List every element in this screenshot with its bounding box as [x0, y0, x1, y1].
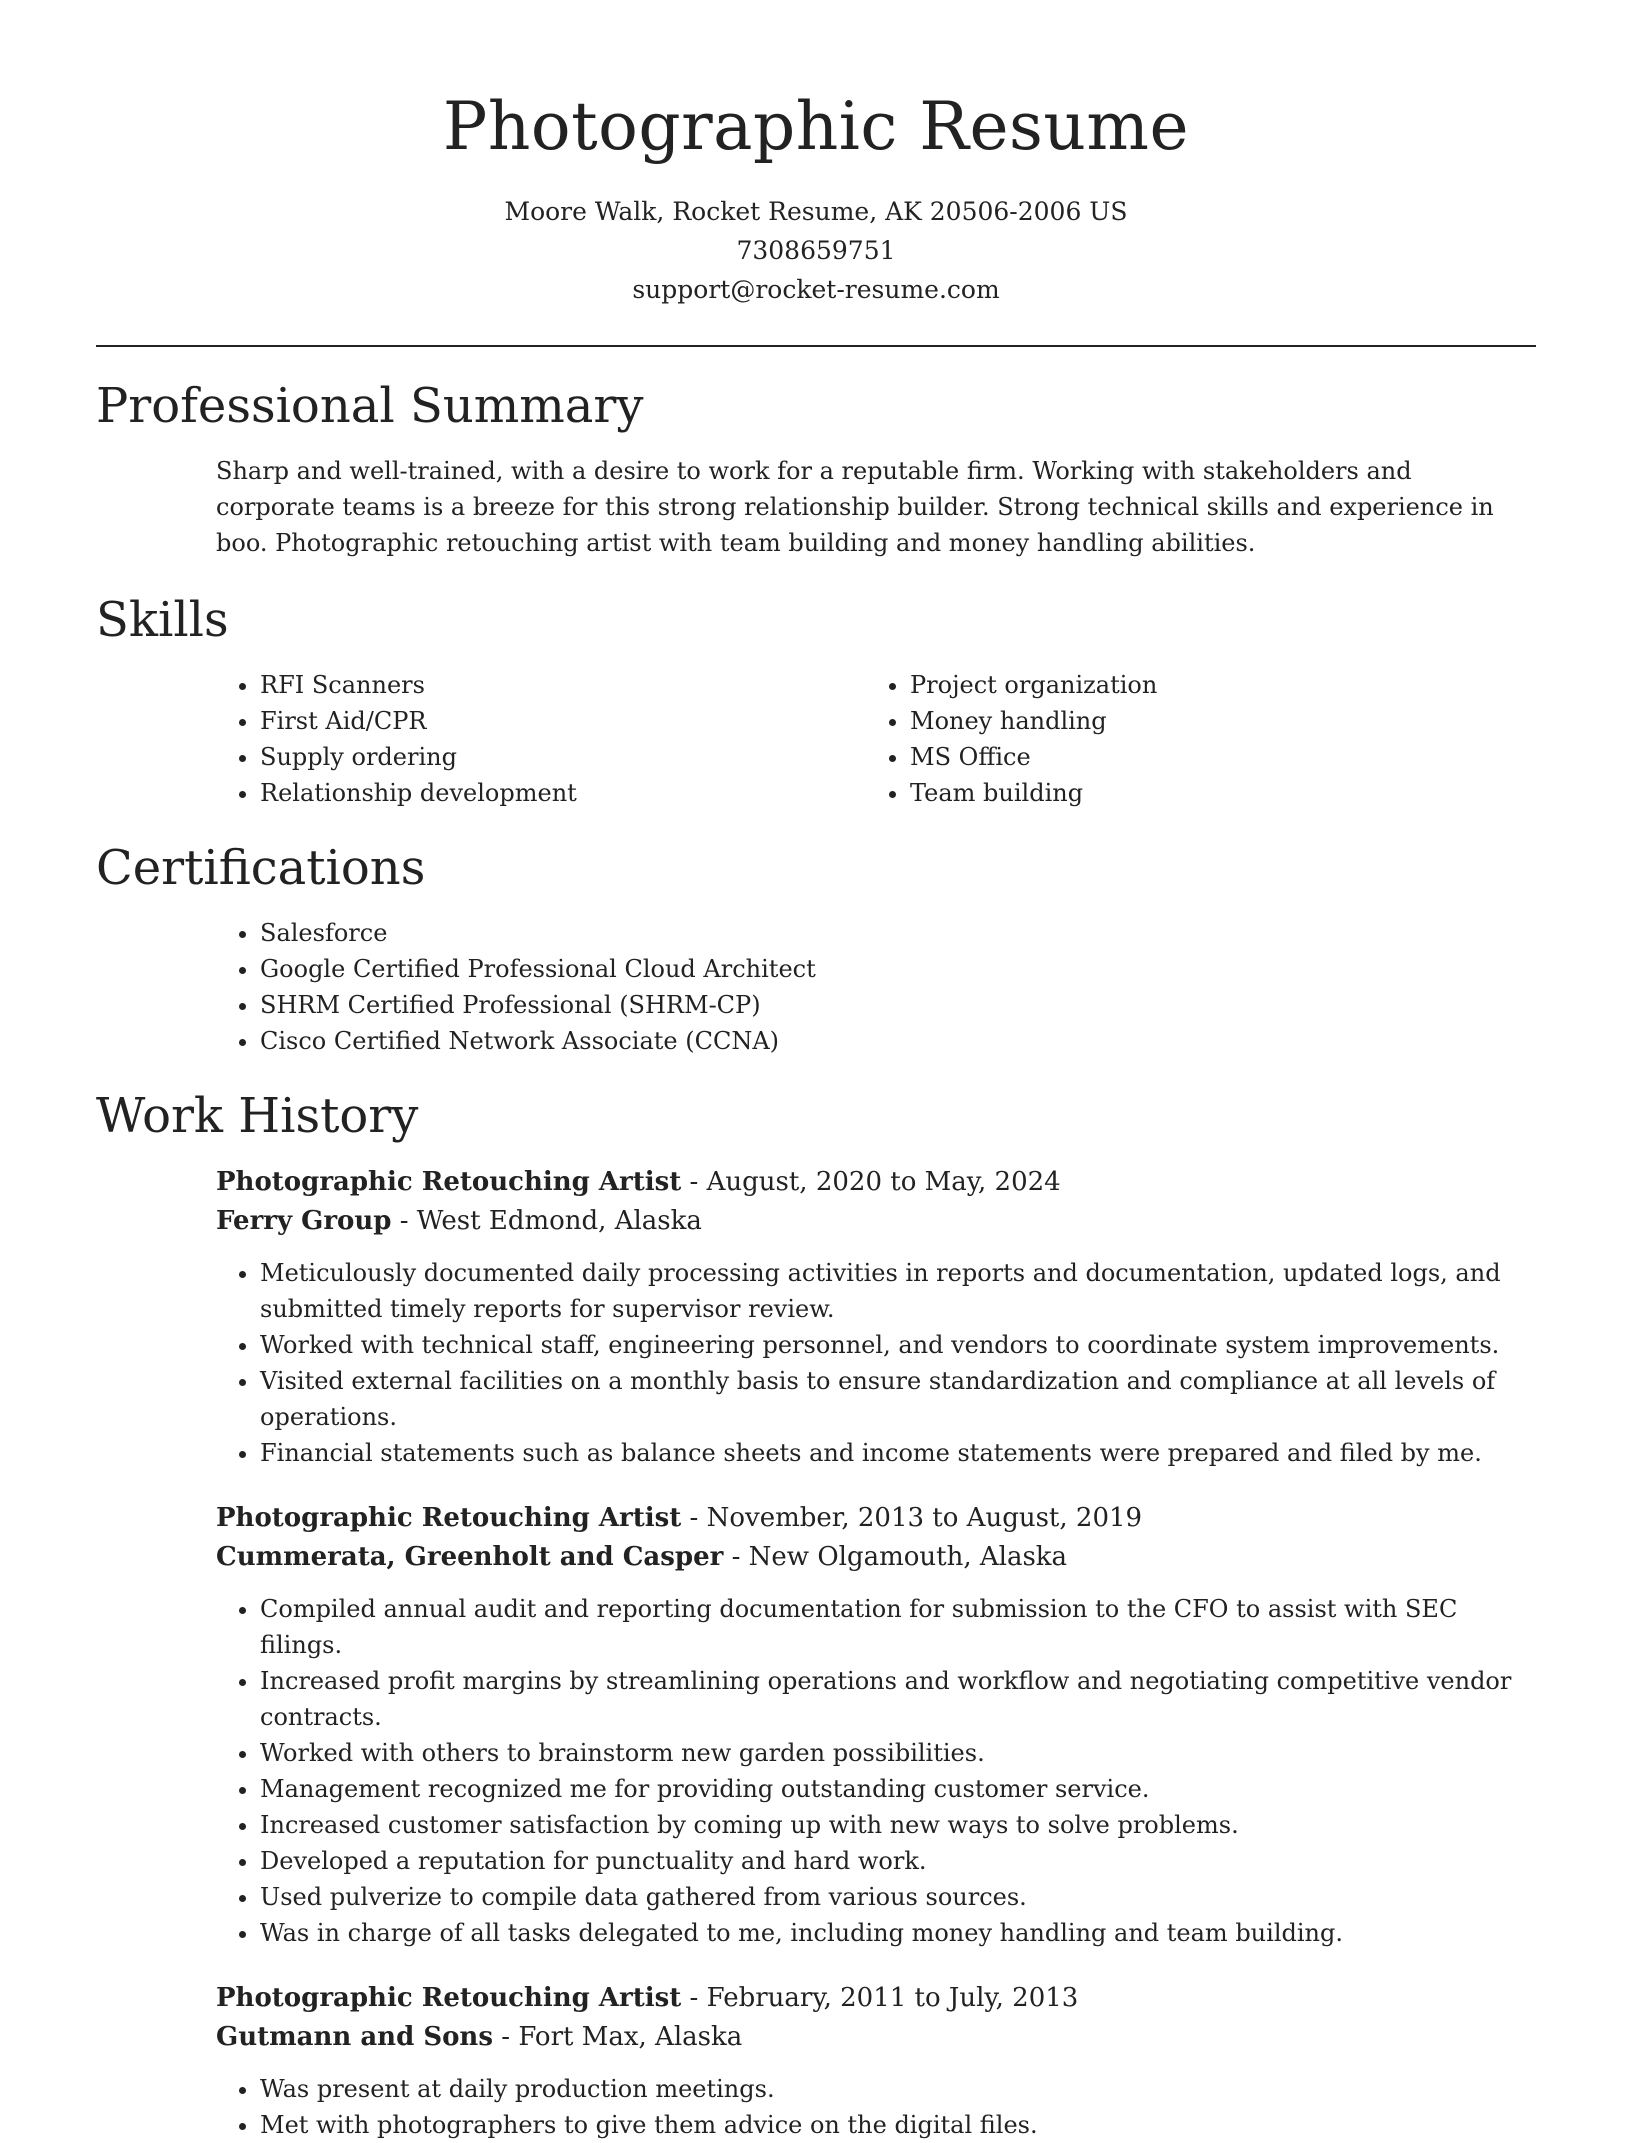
- list-item: • Met with photographers to give them advice on the digital files.: [260, 2107, 1536, 2143]
- company-location: Fort Max, Alaska: [518, 2022, 743, 2052]
- list-item: • Meticulously documented daily processing activities in reports and documentation, updated logs, and submitted timely reports for supervisor review.: [260, 1255, 1536, 1327]
- list-item: • Financial statements such as balance sheets and income statements were prepared and filed by me.: [260, 1435, 1536, 1471]
- skills-section: [96, 589, 1536, 811]
- job-bullets: [216, 1591, 1536, 1951]
- resume-header: [96, 0, 1536, 309]
- list-item: • RFI Scanners: [260, 667, 866, 703]
- company-line: Cummerata, Greenholt and Casper - New Olgamouth, Alaska: [216, 1542, 1068, 1572]
- job-bullets: [216, 2071, 1536, 2143]
- job-entry: [216, 1163, 1536, 1471]
- summary-section: [96, 375, 1536, 561]
- summary-text: Sharp and well-trained, with a desire to work for a reputable firm. Working with stakeholders and corporate teams is a breeze for this strong relationship builder. Strong technical skills and experience in boo. Photographic retouching artist with team building and money handling abilities.: [216, 457, 1494, 557]
- list-item: • Visited external facilities on a monthly basis to ensure standardization and compliance at all levels of operations.: [260, 1363, 1536, 1435]
- certifications-section: [96, 837, 1536, 1059]
- company-location: West Edmond, Alaska: [416, 1206, 702, 1236]
- job-title: Photographic Retouching Artist: [216, 1503, 682, 1533]
- job-entry: [216, 1979, 1536, 2143]
- certifications-body: [96, 915, 1536, 1059]
- address: Moore Walk, Rocket Resume, AK 20506-2006 US: [504, 197, 1128, 226]
- company-location: New Olgamouth, Alaska: [748, 1542, 1068, 1572]
- job-dates: November, 2013 to August, 2019: [706, 1503, 1143, 1533]
- company-name: Cummerata, Greenholt and Casper: [216, 1542, 724, 1572]
- list-item: • Used pulverize to compile data gathered from various sources.: [260, 1879, 1536, 1915]
- work-history-body: [96, 1163, 1536, 2143]
- company-name: Gutmann and Sons: [216, 2022, 493, 2052]
- header-divider: [96, 345, 1536, 347]
- list-item: • Relationship development: [260, 775, 866, 811]
- list-item: • Worked with technical staff, engineering personnel, and vendors to coordinate system improvements.: [260, 1327, 1536, 1363]
- job-title-line: Photographic Retouching Artist - February, 2011 to July, 2013: [216, 1983, 1079, 2013]
- job-title-line: Photographic Retouching Artist - August, 2020 to May, 2024: [216, 1167, 1061, 1197]
- list-item: • Developed a reputation for punctuality and hard work.: [260, 1843, 1536, 1879]
- list-item: • Money handling: [910, 703, 1536, 739]
- email: support@rocket-resume.com: [632, 275, 1000, 304]
- list-item: • Google Certified Professional Cloud Architect: [260, 951, 1536, 987]
- phone: 7308659751: [736, 236, 896, 265]
- skills-grid: [96, 667, 1536, 811]
- skills-list-left: [216, 667, 866, 811]
- summary-body: [96, 453, 1536, 561]
- job-bullets: [216, 1255, 1536, 1471]
- skills-title: Skills: [96, 592, 229, 648]
- work-history-title: Work History: [96, 1088, 419, 1144]
- list-item: • Project organization: [910, 667, 1536, 703]
- list-item: • MS Office: [910, 739, 1536, 775]
- skills-list-right: [866, 667, 1536, 811]
- list-item: • Supply ordering: [260, 739, 866, 775]
- job-entry: [216, 1499, 1536, 1951]
- work-history-section: [96, 1085, 1536, 2143]
- list-item: • Was present at daily production meetings.: [260, 2071, 1536, 2107]
- list-item: • Increased customer satisfaction by coming up with new ways to solve problems.: [260, 1807, 1536, 1843]
- list-item: • Compiled annual audit and reporting documentation for submission to the CFO to assist with SEC filings.: [260, 1591, 1536, 1663]
- certifications-title: Certifications: [96, 840, 426, 896]
- job-dates: August, 2020 to May, 2024: [706, 1167, 1061, 1197]
- company-line: Ferry Group - West Edmond, Alaska: [216, 1206, 702, 1236]
- list-item: • SHRM Certified Professional (SHRM-CP): [260, 987, 1536, 1023]
- list-item: • Salesforce: [260, 915, 1536, 951]
- summary-title: Professional Summary: [96, 378, 644, 434]
- list-item: • Increased profit margins by streamlining operations and workflow and negotiating competitive vendor contracts.: [260, 1663, 1536, 1735]
- contact-block: [96, 192, 1536, 309]
- list-item: • Cisco Certified Network Associate (CCNA): [260, 1023, 1536, 1059]
- list-item: • Worked with others to brainstorm new garden possibilities.: [260, 1735, 1536, 1771]
- job-title-line: Photographic Retouching Artist - November, 2013 to August, 2019: [216, 1503, 1143, 1533]
- list-item: • Was in charge of all tasks delegated to me, including money handling and team building.: [260, 1915, 1536, 1951]
- company-name: Ferry Group: [216, 1206, 392, 1236]
- job-dates: February, 2011 to July, 2013: [706, 1983, 1079, 2013]
- job-title: Photographic Retouching Artist: [216, 1983, 682, 2013]
- list-item: • Management recognized me for providing outstanding customer service.: [260, 1771, 1536, 1807]
- company-line: Gutmann and Sons - Fort Max, Alaska: [216, 2022, 743, 2052]
- list-item: • First Aid/CPR: [260, 703, 866, 739]
- resume-name: Photographic Resume: [442, 88, 1190, 165]
- certifications-list: [216, 915, 1536, 1059]
- job-title: Photographic Retouching Artist: [216, 1167, 682, 1197]
- list-item: • Team building: [910, 775, 1536, 811]
